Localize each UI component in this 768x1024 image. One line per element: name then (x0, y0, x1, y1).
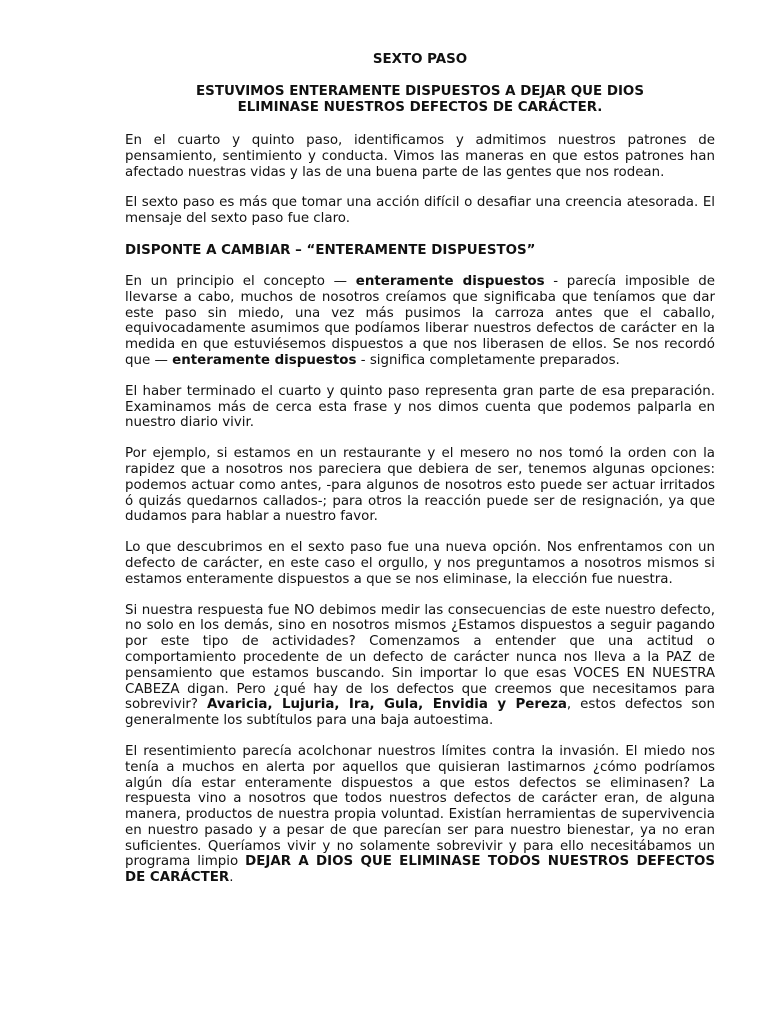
paragraph-3-bold-b: enteramente dispuestos (172, 352, 357, 368)
paragraph-3 (125, 274, 715, 369)
paragraph-5: Por ejemplo, si estamos en un restaurante y el mesero no nos tomó la orden con la rapidez que a nosotros nos pareciera que debiera de ser, tenemos algunas opciones: podemos actuar como antes, -para algunos de nosotros esto puede ser actuar irritados ó quizás quedarnos callados-; para otros la reacción puede ser de resignación, ya que dudamos para hablar a nuestro favor. (125, 446, 715, 525)
paragraph-3-text-a: En un principio el concepto — (125, 273, 356, 289)
document-subtitle (125, 84, 715, 116)
paragraph-8-text-a: El resentimiento parecía acolchonar nuestros límites contra la invasión. El miedo nos tenía a muchos en alerta por aquellos que quisieran lastimarnos ¿cómo podríamos algún día estar enteramente dispuestos a que estos defectos se eliminasen? La respuesta vino a nosotros que todos nuestros defectos de carácter eran, de alguna manera, productos de nuestra propia voluntad. Existían herramientas de supervivencia en nuestro pasado y a pesar de que parecían ser para nuestro bienestar, ya no eran suficientes. Queríamos vivir y no solamente sobrevivir y para ello necesitábamos un programa limpio (125, 743, 715, 870)
document-page (125, 52, 715, 886)
paragraph-1: En el cuarto y quinto paso, identificamos y admitimos nuestros patrones de pensamiento, sentimiento y conducta. Vimos las maneras en que estos patrones han afectado nuestras vidas y las de una buena parte de las gentes que nos rodean. (125, 133, 715, 180)
subtitle-line-1: ESTUVIMOS ENTERAMENTE DISPUESTOS A DEJAR QUE DIOS (196, 84, 644, 99)
paragraph-8 (125, 744, 715, 886)
paragraph-7-bold: Avaricia, Lujuria, Ira, Gula, Envidia y Pereza (207, 697, 567, 713)
document-title: SEXTO PASO (372, 52, 468, 67)
section-heading: DISPONTE A CAMBIAR – “ENTERAMENTE DISPUESTOS” (125, 242, 536, 258)
paragraph-4: El haber terminado el cuarto y quinto paso representa gran parte de esa preparación. Examinamos más de cerca esta frase y nos dimos cuenta que podemos palparla en nuestro diario vivir. (125, 383, 715, 431)
paragraph-3-bold-a: enteramente dispuestos (355, 273, 545, 289)
paragraph-6: Lo que descubrimos en el sexto paso fue una nueva opción. Nos enfrentamos con un defecto de carácter, en este caso el orgullo, y nos preguntamos a nosotros mismos si estamos enteramente dispuestos a que se nos eliminase, la elección fue nuestra. (125, 540, 715, 587)
paragraph-2: El sexto paso es más que tomar una acción difícil o desafiar una creencia atesorada. El mensaje del sexto paso fue claro. (125, 195, 715, 227)
paragraph-8-bold: DEJAR A DIOS QUE ELIMINASE TODOS NUESTROS DEFECTOS DE CARÁCTER (125, 854, 716, 886)
paragraph-7 (125, 603, 715, 729)
paragraph-7-text-b: , estos defectos son generalmente los subtítulos para una baja autoestima. (125, 697, 715, 729)
paragraph-3-text-b: - parecía imposible de llevarse a cabo, muchos de nosotros creíamos que significaba que teníamos que dar este paso sin miedo, una vez más pusimos la carroza antes que el caballo, equivocadamente asumimos que podíamos liberar nuestros defectos de carácter en la medida en que estuviésemos dispuestos a que nos liberasen de ellos. Se nos recordó que — (125, 273, 716, 368)
paragraph-8-text-b: . (229, 870, 234, 886)
paragraph-3-text-c: - significa completamente preparados. (356, 352, 620, 368)
subtitle-line-2: ELIMINASE NUESTROS DEFECTOS DE CARÁCTER. (237, 100, 603, 115)
paragraph-7-text-a: Si nuestra respuesta fue NO debimos medir las consecuencias de este nuestro defecto, no solo en los demás, sino en nosotros mismos ¿Estamos dispuestos a seguir pagando por este tipo de actividades? Comenzamos a entender que una actitud o comportamiento procedente de un defecto de carácter nunca nos lleva a la PAZ de pensamiento que estamos buscando. Sin importar lo que esas VOCES EN NUESTRA CABEZA digan. Pero ¿qué hay de los defectos que creemos que necesitamos para sobrevivir? (125, 602, 715, 713)
